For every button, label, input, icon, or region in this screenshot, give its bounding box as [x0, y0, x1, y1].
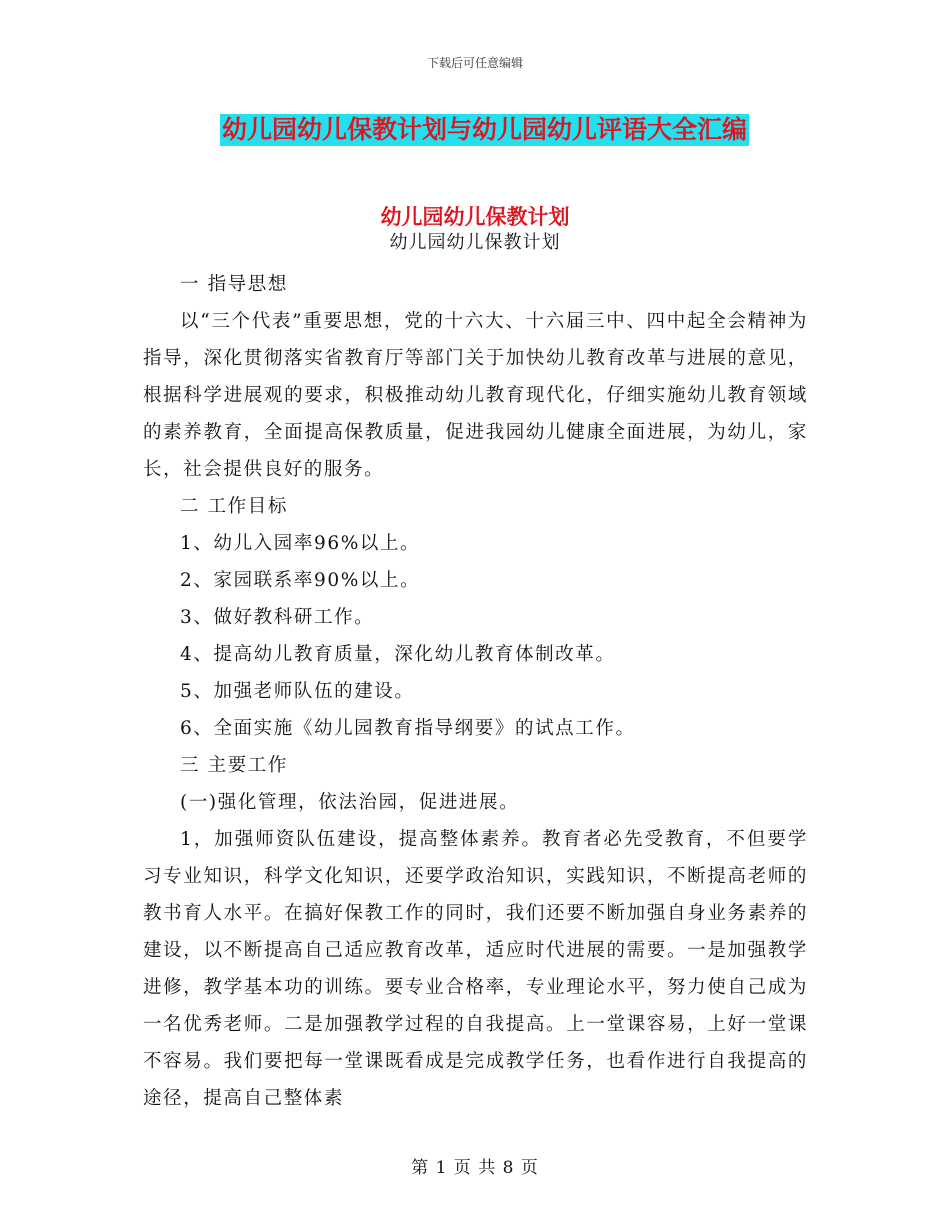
- document-body: [143, 266, 808, 1117]
- goal-item: 5、加强老师队伍的建设。: [180, 681, 415, 702]
- heading-main-work: 三 主要工作: [180, 755, 288, 776]
- page-footer: 第 1 页 共 8 页: [411, 1158, 539, 1178]
- paragraph-teacher-team: 1，加强师资队伍建设，提高整体素养。教育者必先受教育，不但要学习专业知识，科学文化知识，还要学政治知识，实践知识，不断提高老师的教书育人水平。在搞好保教工作的同时，我们还要不断加强自身业务素养的建设，以不断提高自己适应教育改革，适应时代进展的需要。一是加强教学进修，教学基本功的训练。要专业合格率，专业理论水平，努力使自己成为一名优秀老师。二是加强教学过程的自我提高。上一堂课容易，上好一堂课不容易。我们要把每一堂课既看成是完成教学任务，也看作进行自我提高的途径，提高自己整体素: [143, 829, 808, 1109]
- subheading-management: (一)强化管理，依法治园，促进进展。: [180, 792, 520, 813]
- goal-item: 6、全面实施《幼儿园教育指导纲要》的试点工作。: [180, 718, 636, 739]
- goal-item: 2、家园联系率90%以上。: [180, 570, 421, 591]
- document-main-title: 幼儿园幼儿保教计划与幼儿园幼儿评语大全汇编: [222, 115, 748, 144]
- heading-work-goals: 二 工作目标: [180, 496, 288, 517]
- goal-item: 4、提高幼儿教育质量，深化幼儿教育体制改革。: [180, 644, 616, 665]
- section-subtitle: 幼儿园幼儿保教计划: [389, 232, 561, 253]
- header-note: 下载后可任意编辑: [426, 56, 523, 70]
- goal-item: 3、做好教科研工作。: [180, 607, 375, 628]
- heading-guiding-ideology: 一 指导思想: [180, 274, 288, 295]
- section-title: 幼儿园幼儿保教计划: [380, 205, 570, 229]
- goal-item: 1、幼儿入园率96%以上。: [180, 533, 421, 554]
- paragraph-guiding-ideology: 以“三个代表”重要思想，党的十六大、十六届三中、四中起全会精神为指导，深化贯彻落实省教育厅等部门关于加快幼儿教育改革与进展的意见，根据科学进展观的要求，积极推动幼儿教育现代化，仔细实施幼儿教育领域的素养教育，全面提高保教质量，促进我园幼儿健康全面进展，为幼儿，家长，社会提供良好的服务。: [143, 311, 808, 480]
